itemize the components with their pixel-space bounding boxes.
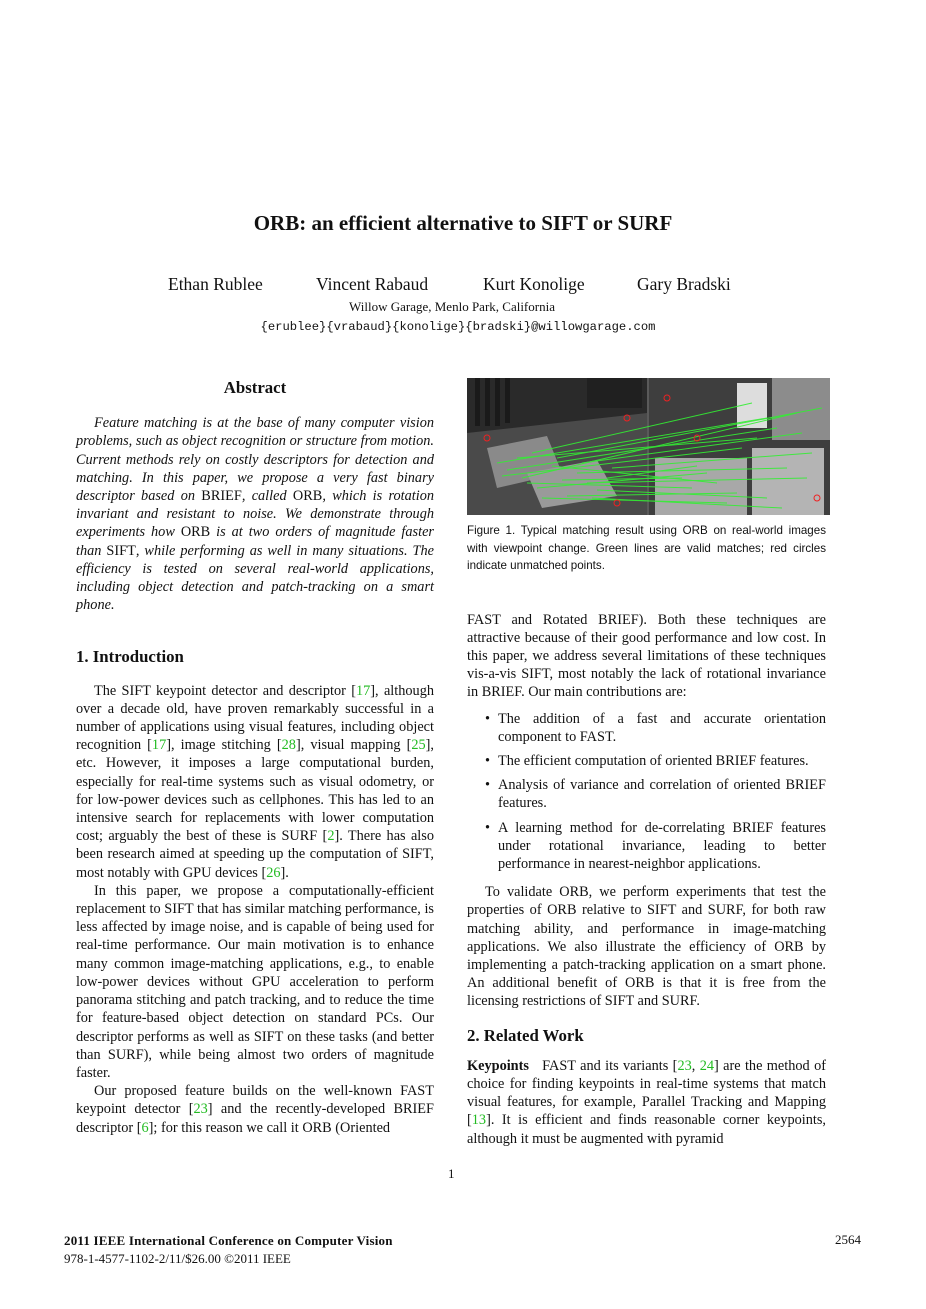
abstract-text: Feature matching is at the base of many computer vision problems, such as object recognition or structure from motion. Current methods rely on costly descriptors for detection and matching. In this paper, we propose a very fast binary descriptor based on BRIEF, called ORB, which is rotation invariant and resistant to noise. We demonstrate through experiments how ORB is at two orders of magnitude faster than SIFT, while performing as well in many situations. The efficiency is tested on several real-world applications, including object detection and patch-tracking on a smart phone.: [76, 415, 434, 614]
related-paragraph: Keypoints FAST and its variants [23, 24] are the method of choice for finding keypoints in real-time systems that match visual features, for example, Parallel Tracking and Mapping [13]. It is efficient and finds reasonable corner keypoints, although it must be augmented with pyramid: [467, 1057, 826, 1147]
contributions-intro: FAST and Rotated BRIEF). Both these techniques are attractive because of their good performance and low cost. In this paper, we address several limitations of these techniques vis-a-vis SIFT, most notably the lack of rotational invariance in BRIEF. Our main contributions are:: [467, 611, 826, 701]
intro-paragraph: Our proposed feature builds on the well-known FAST keypoint detector [23] and the recently-developed BRIEF descriptor [6]; for this reason we call it ORB (Oriented: [76, 1083, 434, 1136]
validation-paragraph: To validate ORB, we perform experiments that test the properties of ORB relative to SIFT and SURF, for both raw matching ability, and performance in image-matching applications. We also illustrate the efficiency of ORB by implementing a patch-tracking application on a smart phone. An additional benefit of ORB is that it is free from the licensing restrictions of SIFT and SURF.: [467, 884, 826, 1010]
section-heading-introduction: 1. Introduction: [76, 647, 184, 667]
citation-link[interactable]: 2: [327, 828, 335, 845]
list-item: • The efficient computation of oriented BRIEF features.: [498, 752, 826, 770]
footer: [64, 1232, 393, 1268]
citation-link[interactable]: 25: [411, 737, 426, 754]
author-name: Vincent Rabaud: [316, 274, 429, 294]
left-column: [76, 378, 434, 1137]
abstract-heading: Abstract: [223, 378, 287, 397]
citation-link[interactable]: 23: [677, 1057, 692, 1074]
conference-name: 2011 IEEE International Conference on Computer Vision: [64, 1233, 393, 1248]
figure-caption: Figure 1. Typical matching result using ORB on real-world images with viewpoint change. Green lines are valid matches; red circles indicate unmatched points.: [467, 524, 826, 572]
list-item: • Analysis of variance and correlation of oriented BRIEF features.: [498, 776, 826, 812]
intro-paragraph: The SIFT keypoint detector and descriptor [17], although over a decade old, have proven remarkably successful in a number of applications using visual features, including object recognition [17], image stitching [28], visual mapping [25], etc. However, it imposes a large computational burden, especially for real-time systems such as visual odometry, or for low-power devices such as cellphones. This has led to an intensive search for replacements with lower computation cost; arguably the best of these is SURF [2]. There has also been research aimed at speeding up the computation of SIFT, most notably with GPU devices [26].: [76, 682, 434, 881]
author-name: Gary Bradski: [637, 274, 731, 294]
paper-title: ORB: an efficient alternative to SIFT or SURF: [253, 211, 673, 235]
section-heading-related-work: 2. Related Work: [467, 1025, 584, 1045]
affiliation: Willow Garage, Menlo Park, California: [349, 299, 555, 314]
author-name: Ethan Rublee: [168, 274, 263, 294]
list-item: • A learning method for de-correlating BRIEF features under rotational invariance, leading to better performance in nearest-neighbor applications.: [498, 819, 826, 874]
isbn-line: 978-1-4577-1102-2/11/$26.00 ©2011 IEEE: [64, 1251, 291, 1266]
citation-link[interactable]: 23: [193, 1101, 208, 1118]
figure-image: [467, 378, 830, 515]
keyword-keypoints: Keypoints: [467, 1057, 529, 1074]
citation-link[interactable]: 26: [266, 864, 281, 881]
citation-link[interactable]: 13: [471, 1112, 487, 1129]
intro-paragraph: In this paper, we propose a computationally-efficient replacement to SIFT that has similar matching performance, is less affected by image noise, and is capable of being used for real-time performance. Our main motivation is to enhance many common image-matching applications, e.g., to enable low-power devices without GPU acceleration to perform panorama stitching and patch tracking, and to reduce the time for feature-based object detection on standard PCs. Our descriptor performs as well as SIFT on these tasks (and better than SURF), while being almost two orders of magnitude faster.: [76, 882, 434, 1081]
right-column: [467, 378, 826, 1148]
citation-link[interactable]: 17: [356, 682, 371, 699]
citation-link[interactable]: 17: [151, 737, 167, 754]
contributions-list: [467, 710, 826, 874]
page-number: 1: [448, 1166, 455, 1181]
figure-matching-result: [467, 378, 830, 515]
citation-link[interactable]: 24: [699, 1057, 714, 1074]
citation-link[interactable]: 6: [141, 1119, 149, 1136]
citation-link[interactable]: 28: [281, 737, 296, 754]
author-emails: {erublee}{vrabaud}{konolige}{bradski}@willowgarage.com: [260, 320, 656, 334]
proceedings-page-number: 2564: [835, 1232, 861, 1247]
list-item: • The addition of a fast and accurate orientation component to FAST.: [498, 710, 826, 746]
author-name: Kurt Konolige: [483, 274, 585, 294]
